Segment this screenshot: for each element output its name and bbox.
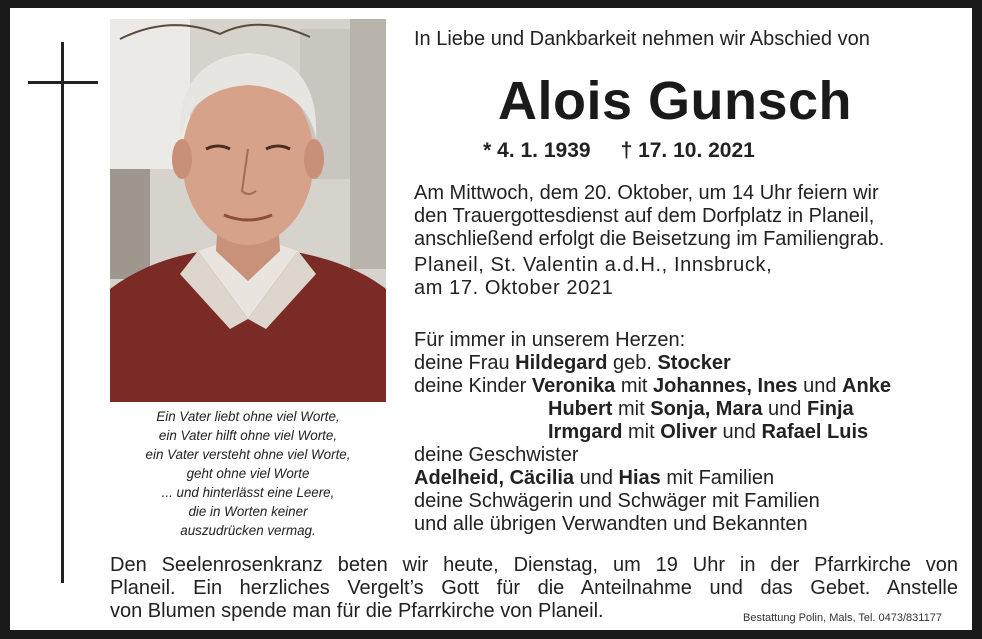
rosary-line: von Blumen spende man für die Pfarrkirche von Planeil. — [110, 600, 604, 622]
deceased-name: Alois Gunsch — [497, 71, 853, 131]
sibling-names: Hias — [618, 467, 661, 489]
connector: und — [762, 398, 807, 420]
birth-date: * 4. 1. 1939 — [483, 139, 591, 162]
child-line — [414, 421, 891, 444]
ceremony-line: den Trauergottesdienst auf dem Dorfplatz in Planeil, — [414, 205, 875, 227]
cross-icon — [61, 42, 64, 583]
ceremony-line: Am Mittwoch, dem 20. Oktober, um 14 Uhr feiern wir — [414, 182, 879, 204]
poem — [110, 407, 386, 540]
partner-names: Finja — [806, 398, 854, 420]
obituary-notice — [10, 8, 972, 630]
others-line: und alle übrigen Verwandten und Bekannten — [414, 513, 808, 535]
connector: und — [574, 467, 619, 489]
cross-icon-bar — [28, 81, 98, 84]
children-prefix: deine Kinder — [414, 375, 532, 397]
partner-names: Oliver — [660, 421, 717, 443]
poem-line: ein Vater hilft ohne viel Worte, — [158, 428, 338, 443]
funeral-home-credit: Bestattung Polin, Mals, Tel. 0473/831177 — [743, 612, 942, 624]
ceremony-details — [414, 182, 884, 251]
death-date: † 17. 10. 2021 — [620, 139, 755, 162]
wife-mid: geb. — [607, 352, 658, 374]
mourners-heading: Für immer in unserem Herzen: — [414, 329, 686, 351]
child-name: Veronika — [531, 375, 616, 397]
partner-names: Sonja, Mara — [650, 398, 763, 420]
life-dates — [414, 139, 824, 163]
connector: mit — [615, 375, 654, 397]
poem-line: Ein Vater liebt ohne viel Worte, — [156, 409, 340, 424]
intro-text: In Liebe und Dankbarkeit nehmen wir Abschied von — [414, 28, 870, 50]
child-line — [414, 375, 891, 398]
wife-prefix: deine Frau — [414, 352, 516, 374]
in-laws-line: deine Schwägerin und Schwäger mit Familien — [414, 490, 820, 512]
portrait-photo — [110, 19, 386, 402]
child-name: Hubert — [548, 398, 613, 420]
ceremony-line: anschließend erfolgt die Beisetzung im Familiengrab. — [414, 228, 885, 250]
rosary-line: Planeil. Ein herzliches Vergelt’s Gott für die Anteilnahme und das Gebet. Anstelle — [110, 577, 958, 599]
place-and-date — [414, 254, 772, 300]
connector: mit — [622, 421, 661, 443]
wife-line — [414, 352, 891, 375]
siblings-heading: deine Geschwister — [414, 444, 579, 466]
rosary-line: Den Seelenrosenkranz beten wir heute, Dienstag, um 19 Uhr in der Pfarrkirche von — [110, 554, 958, 576]
partner-names: Rafael Luis — [761, 421, 869, 443]
siblings-line — [414, 467, 891, 490]
connector: mit — [612, 398, 651, 420]
mourners-list — [414, 329, 891, 536]
child-name: Irmgard — [548, 421, 623, 443]
connector: und — [716, 421, 762, 443]
date-line: am 17. Oktober 2021 — [414, 277, 614, 299]
partner-names: Anke — [842, 375, 891, 397]
siblings-suffix: mit Familien — [660, 467, 775, 489]
connector: und — [797, 375, 843, 397]
poem-line: die in Worten keiner — [188, 504, 308, 519]
place-line: Planeil, St. Valentin a.d.H., Innsbruck, — [414, 254, 773, 276]
poem-line: ... und hinterlässt eine Leere, — [161, 485, 335, 500]
wife-name: Hildegard — [515, 352, 608, 374]
poem-line: auszudrücken vermag. — [180, 523, 316, 538]
poem-line: geht ohne viel Worte — [186, 466, 310, 481]
sibling-names: Adelheid, Cäcilia — [414, 467, 575, 489]
poem-line: ein Vater versteht ohne viel Worte, — [145, 447, 351, 462]
partner-names: Johannes, Ines — [653, 375, 798, 397]
wife-maiden-name: Stocker — [657, 352, 731, 374]
child-line — [414, 398, 891, 421]
